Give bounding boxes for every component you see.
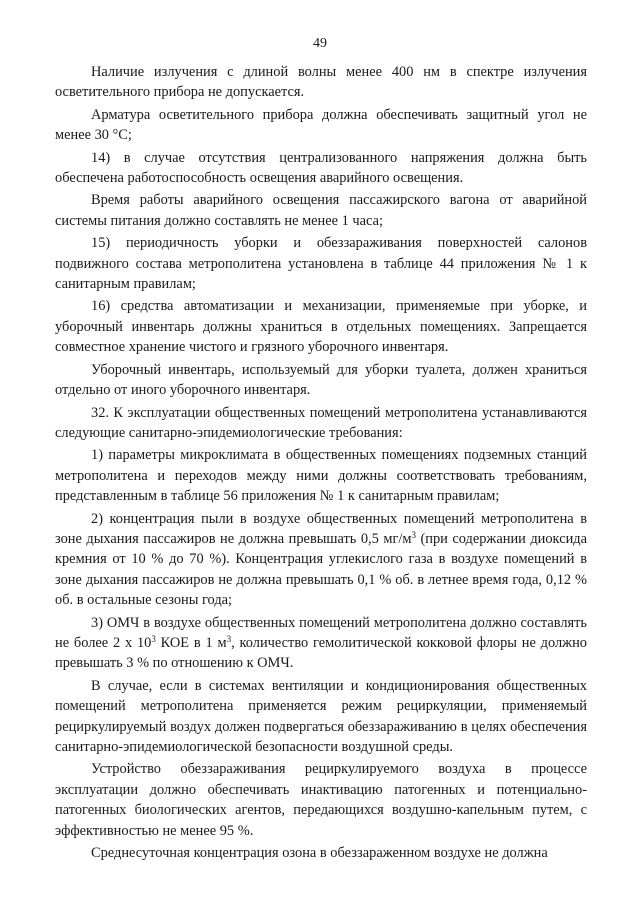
text-run: 3) ОМЧ в воздухе общественных помещений метрополитена должно составлять не более 2 x 10 <box>55 614 587 651</box>
paragraph: В случае, если в системах вентиляции и кондиционирования общественных помещений метрополитена применяется режим рециркуляции, применяемый рециркулируемый воздух должен подвергаться обеззараживанию в целях обеспечения санитарно-эпидемиологической безопасности воздушной среды. <box>55 677 587 755</box>
text-run: КОЕ в 1 м <box>155 634 227 651</box>
paragraph: 16) средства автоматизации и механизации, применяемые при уборке, и уборочный инвентарь должны храниться в отдельных помещениях. Запрещается совместное хранение чистого и грязного уборочного инвентаря. <box>55 298 587 356</box>
text-run: 2) концентрация пыли в воздухе общественных помещений метрополитена в зоне дыхания пассажиров не должна превышать 0,5 мг/м <box>55 510 587 547</box>
document-body <box>55 62 587 865</box>
paragraph-dust-concentration <box>55 509 587 611</box>
paragraph: 14) в случае отсутствия централизованного напряжения должна быть обеспечена работоспособность освещения аварийного освещения. <box>55 149 587 187</box>
text-run: (при содержании диоксида кремния от 10 % до 70 %). Концентрация углекислого газа в воздухе помещений в зоне дыхания пассажиров не должна превышать 0,1 % об. в летнее время года, 0,12 % об. в остальные сезоны года; <box>55 530 587 609</box>
paragraph-section-32: 32. К эксплуатации общественных помещений метрополитена устанавливаются следующие санитарно-эпидемиологические требования: <box>55 404 587 441</box>
superscript: 3 <box>226 633 232 644</box>
paragraph: 1) параметры микроклимата в общественных помещениях подземных станций метрополитена и переходов между ними должны соответствовать требованиям, представленным в таблице 56 приложения № 1 к санитарным правилам; <box>55 447 587 505</box>
page-number: 49 <box>313 36 327 51</box>
paragraph: Арматура осветительного прибора должна обеспечивать защитный угол не менее 30 °С; <box>55 106 587 144</box>
text-run: , количество гемолитической кокковой флоры не должно превышать 3 % по отношению к ОМЧ. <box>55 634 587 672</box>
superscript: 3 <box>151 633 156 644</box>
paragraph: Время работы аварийного освещения пассажирского вагона от аварийной системы питания должно составлять не менее 1 часа; <box>55 192 587 229</box>
paragraph-omch <box>55 613 587 674</box>
paragraph: 15) периодичность уборки и обеззараживания поверхностей салонов подвижного состава метрополитена установлена в таблице 44 приложения № 1 к санитарным правилам; <box>55 235 587 293</box>
paragraph: Среднесуточная концентрация озона в обеззараженном воздухе не должна <box>91 845 548 862</box>
paragraph: Устройство обеззараживания рециркулируемого воздуха в процессе эксплуатации должно обеспечивать инактивацию патогенных и потенциально-патогенных биологических агентов, передающихся воздушно-капельным путем, с эффективностью не менее 95 %. <box>55 761 587 839</box>
paragraph: Наличие излучения с длиной волны менее 400 нм в спектре излучения осветительного прибора не допускается. <box>55 64 587 101</box>
paragraph: Уборочный инвентарь, используемый для уборки туалета, должен храниться отдельно от иного уборочного инвентаря. <box>55 361 587 399</box>
superscript: 3 <box>411 529 416 540</box>
